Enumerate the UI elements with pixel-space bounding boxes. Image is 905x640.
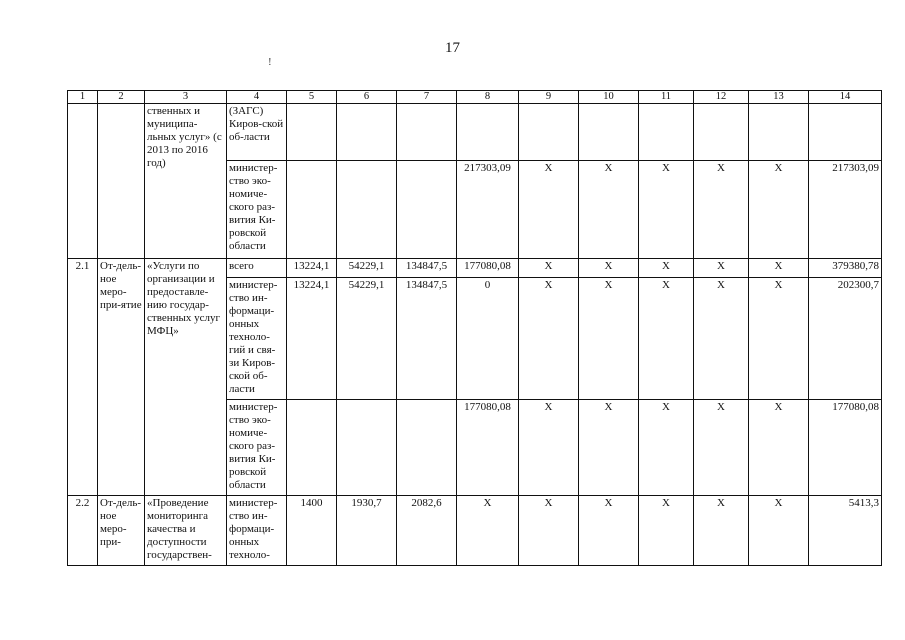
table-cell	[809, 104, 882, 161]
cont-r2-c10: X	[579, 161, 639, 259]
header-cell-5: 5	[287, 91, 337, 104]
row22-status: От-дель-ное меро-при-	[98, 496, 145, 566]
row21-c-c13: X	[749, 400, 809, 496]
header-cell-14: 14	[809, 91, 882, 104]
table-cell	[287, 104, 337, 161]
row22-c8: X	[457, 496, 519, 566]
row21-status: От-дель-ное меро-при-ятие	[98, 259, 145, 496]
row21-b-c14: 202300,7	[809, 278, 882, 400]
header-cell-11: 11	[639, 91, 694, 104]
cont-c1	[68, 104, 98, 259]
cont-c3: ственных и муниципа-льных услуг» (с 2013 по 2016 год)	[145, 104, 227, 259]
header-cell-2: 2	[98, 91, 145, 104]
row22-c12: X	[694, 496, 749, 566]
row21-a-c4: всего	[227, 259, 287, 278]
header-cell-1: 1	[68, 91, 98, 104]
row21-a-c9: X	[519, 259, 579, 278]
table-row	[68, 259, 882, 278]
stray-mark: !	[268, 56, 272, 68]
budget-table	[67, 90, 882, 566]
row22-c4: министер-ство ин-формаци-онных техноло-	[227, 496, 287, 566]
row21-c-c8: 177080,08	[457, 400, 519, 496]
table-cell	[287, 161, 337, 259]
header-cell-8: 8	[457, 91, 519, 104]
header-cell-12: 12	[694, 91, 749, 104]
row22-c11: X	[639, 496, 694, 566]
cont-r2-c8: 217303,09	[457, 161, 519, 259]
row21-c-c4: министер-ство эко-номиче-ского раз-вития Ки-ровской области	[227, 400, 287, 496]
table-cell	[457, 104, 519, 161]
table-cell	[337, 400, 397, 496]
row21-b-c11: X	[639, 278, 694, 400]
table-cell	[694, 104, 749, 161]
table-cell	[397, 400, 457, 496]
row22-c10: X	[579, 496, 639, 566]
cont-c2	[98, 104, 145, 259]
row21-a-c5: 13224,1	[287, 259, 337, 278]
table-cell	[397, 104, 457, 161]
row21-title: «Услуги по организации и предоставле-нию государ-ственных услуг МФЦ»	[145, 259, 227, 496]
row21-a-c12: X	[694, 259, 749, 278]
cont-r1-c4: (ЗАГС) Киров-ской об-ласти	[227, 104, 287, 161]
row21-b-c9: X	[519, 278, 579, 400]
row21-a-c7: 134847,5	[397, 259, 457, 278]
table-cell	[397, 161, 457, 259]
cont-r2-c14: 217303,09	[809, 161, 882, 259]
header-cell-4: 4	[227, 91, 287, 104]
row22-c7: 2082,6	[397, 496, 457, 566]
row21-a-c14: 379380,78	[809, 259, 882, 278]
row22-title: «Проведение мониторинга качества и доступности государствен-	[145, 496, 227, 566]
table-cell	[639, 104, 694, 161]
cont-r2-c4: министер-ство эко-номиче-ского раз-вития Ки-ровской области	[227, 161, 287, 259]
row21-c-c12: X	[694, 400, 749, 496]
row21-b-c8: 0	[457, 278, 519, 400]
row22-c13: X	[749, 496, 809, 566]
page-number: 17	[445, 40, 460, 56]
row21-a-c11: X	[639, 259, 694, 278]
cont-r2-c13: X	[749, 161, 809, 259]
table-row	[68, 104, 882, 161]
row21-a-c6: 54229,1	[337, 259, 397, 278]
header-cell-7: 7	[397, 91, 457, 104]
row21-c-c10: X	[579, 400, 639, 496]
cont-r2-c9: X	[519, 161, 579, 259]
header-cell-13: 13	[749, 91, 809, 104]
row21-c-c9: X	[519, 400, 579, 496]
header-cell-9: 9	[519, 91, 579, 104]
row21-number: 2.1	[68, 259, 98, 496]
cont-r2-c12: X	[694, 161, 749, 259]
table-cell	[337, 104, 397, 161]
table-row	[68, 496, 882, 566]
row21-b-c4: министер-ство ин-формаци-онных техноло-гий и свя-зи Киров-ской об-ласти	[227, 278, 287, 400]
header-cell-6: 6	[337, 91, 397, 104]
row21-b-c6: 54229,1	[337, 278, 397, 400]
table-cell	[579, 104, 639, 161]
row22-c6: 1930,7	[337, 496, 397, 566]
row22-c14: 5413,3	[809, 496, 882, 566]
row21-b-c13: X	[749, 278, 809, 400]
row22-c9: X	[519, 496, 579, 566]
row21-c-c11: X	[639, 400, 694, 496]
row21-b-c12: X	[694, 278, 749, 400]
row22-c5: 1400	[287, 496, 337, 566]
row21-c-c14: 177080,08	[809, 400, 882, 496]
table-cell	[519, 104, 579, 161]
row21-b-c7: 134847,5	[397, 278, 457, 400]
table-cell	[749, 104, 809, 161]
table-cell	[337, 161, 397, 259]
row21-a-c13: X	[749, 259, 809, 278]
row21-a-c10: X	[579, 259, 639, 278]
header-cell-10: 10	[579, 91, 639, 104]
row21-b-c5: 13224,1	[287, 278, 337, 400]
header-cell-3: 3	[145, 91, 227, 104]
row21-b-c10: X	[579, 278, 639, 400]
row21-a-c8: 177080,08	[457, 259, 519, 278]
table-cell	[287, 400, 337, 496]
cont-r2-c11: X	[639, 161, 694, 259]
header-row	[68, 91, 882, 104]
row22-number: 2.2	[68, 496, 98, 566]
